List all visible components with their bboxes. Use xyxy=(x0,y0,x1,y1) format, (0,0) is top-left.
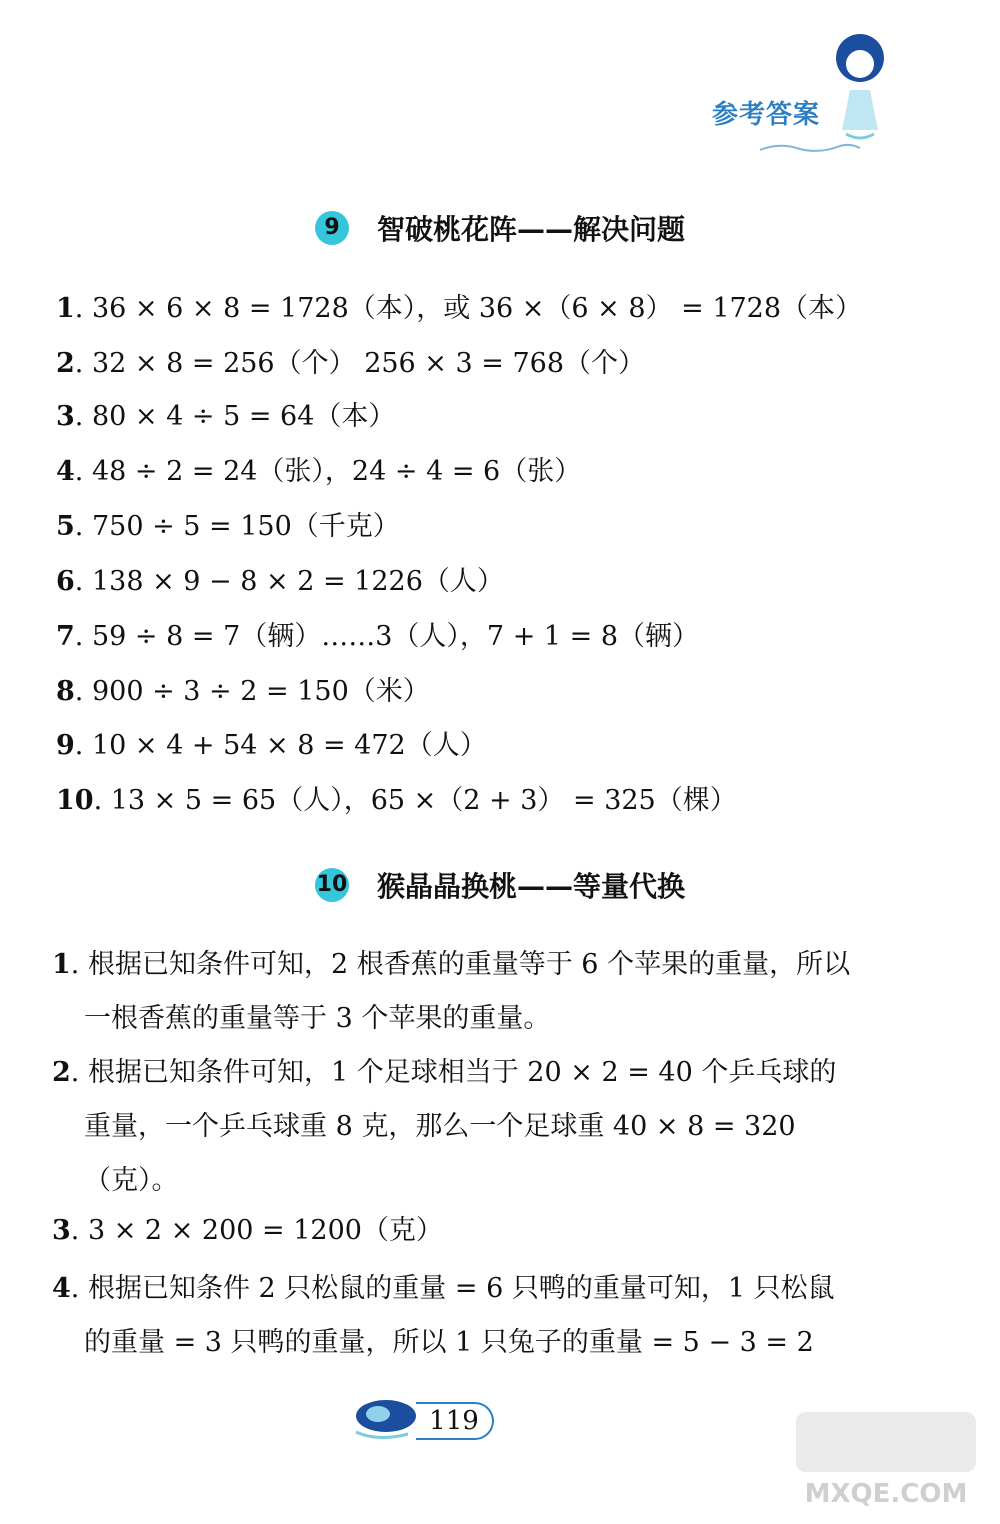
answer-item xyxy=(56,400,880,434)
section-number-badge: 10 xyxy=(315,868,349,902)
item-number: 3 xyxy=(56,401,75,432)
section-title-text: 猴晶晶换桃——等量代换 xyxy=(376,870,685,903)
item-text: . 根据已知条件可知，2 根香蕉的重量等于 6 个苹果的重量，所以一根香蕉的重量等于 3 个苹果的重量。 xyxy=(70,949,851,1034)
answer-item xyxy=(56,784,880,818)
item-text: . 59 ÷ 8 = 7（辆）……3（人），7 + 1 = 8（辆） xyxy=(74,621,700,652)
item-text: . 32 × 8 = 256（个） 256 × 3 = 768（个） xyxy=(74,348,646,379)
item-number: 1 xyxy=(56,293,75,324)
grass-decoration-icon xyxy=(760,140,860,154)
item-text: . 36 × 6 × 8 = 1728（本），或 36 ×（6 × 8） = 1728（本） xyxy=(74,293,863,324)
answer-item xyxy=(52,1204,852,1258)
answer-item xyxy=(56,292,880,326)
item-text: . 3 × 2 × 200 = 1200（克） xyxy=(70,1215,443,1246)
answer-item xyxy=(52,1262,852,1370)
page-footer xyxy=(348,1388,498,1448)
answer-item xyxy=(52,938,852,1046)
section-title xyxy=(0,208,1000,248)
item-number: 4 xyxy=(56,456,75,487)
answer-item xyxy=(56,620,880,654)
item-text: . 138 × 9 − 8 × 2 = 1226（人） xyxy=(74,566,504,597)
fish-decoration-icon xyxy=(348,1388,422,1448)
watermark-text: MXQE.COM xyxy=(804,1479,968,1509)
answer-item xyxy=(52,1046,852,1208)
site-watermark-logo xyxy=(786,1404,986,1514)
item-number: 3 xyxy=(52,1215,71,1246)
item-number: 9 xyxy=(56,730,75,761)
answer-item xyxy=(56,675,880,709)
header-label: 参考答案 xyxy=(712,100,821,130)
answer-item xyxy=(56,729,880,763)
section-title xyxy=(0,865,1000,905)
answer-item xyxy=(56,510,880,544)
item-text: . 80 × 4 ÷ 5 = 64（本） xyxy=(74,401,396,432)
item-text: . 900 ÷ 3 ÷ 2 = 150（米） xyxy=(74,676,430,707)
answer-item xyxy=(56,347,880,381)
item-text: . 10 × 4 + 54 × 8 = 472（人） xyxy=(74,730,487,761)
item-number: 6 xyxy=(56,566,75,597)
item-number: 2 xyxy=(56,348,75,379)
answer-item xyxy=(56,565,880,599)
answer-item xyxy=(56,455,880,489)
girl-mascot-icon xyxy=(820,30,900,150)
item-text: . 750 ÷ 5 = 150（千克） xyxy=(74,511,400,542)
item-text: . 根据已知条件 2 只松鼠的重量 = 6 只鸭的重量可知，1 只松鼠的重量 = 3 只鸭的重量，所以 1 只兔子的重量 = 5 − 3 = 2 xyxy=(70,1273,835,1358)
item-number: 5 xyxy=(56,511,75,542)
section-number-badge: 9 xyxy=(315,211,349,245)
item-text: . 根据已知条件可知，1 个足球相当于 20 × 2 = 40 个乒乓球的重量，一个乒乓球重 8 克，那么一个足球重 40 × 8 = 320（克）。 xyxy=(70,1057,837,1196)
page-number: 119 xyxy=(416,1402,494,1440)
item-number: 4 xyxy=(52,1273,71,1304)
item-number: 1 xyxy=(52,949,71,980)
item-number: 8 xyxy=(56,676,75,707)
section-title-text: 智破桃花阵——解决问题 xyxy=(376,213,685,246)
item-text: . 48 ÷ 2 = 24（张），24 ÷ 4 = 6（张） xyxy=(74,456,582,487)
item-text: . 13 × 5 = 65（人），65 ×（2 + 3） = 325（棵） xyxy=(93,785,737,816)
item-number: 2 xyxy=(52,1057,71,1088)
item-number: 7 xyxy=(56,621,75,652)
item-number: 10 xyxy=(56,785,94,816)
